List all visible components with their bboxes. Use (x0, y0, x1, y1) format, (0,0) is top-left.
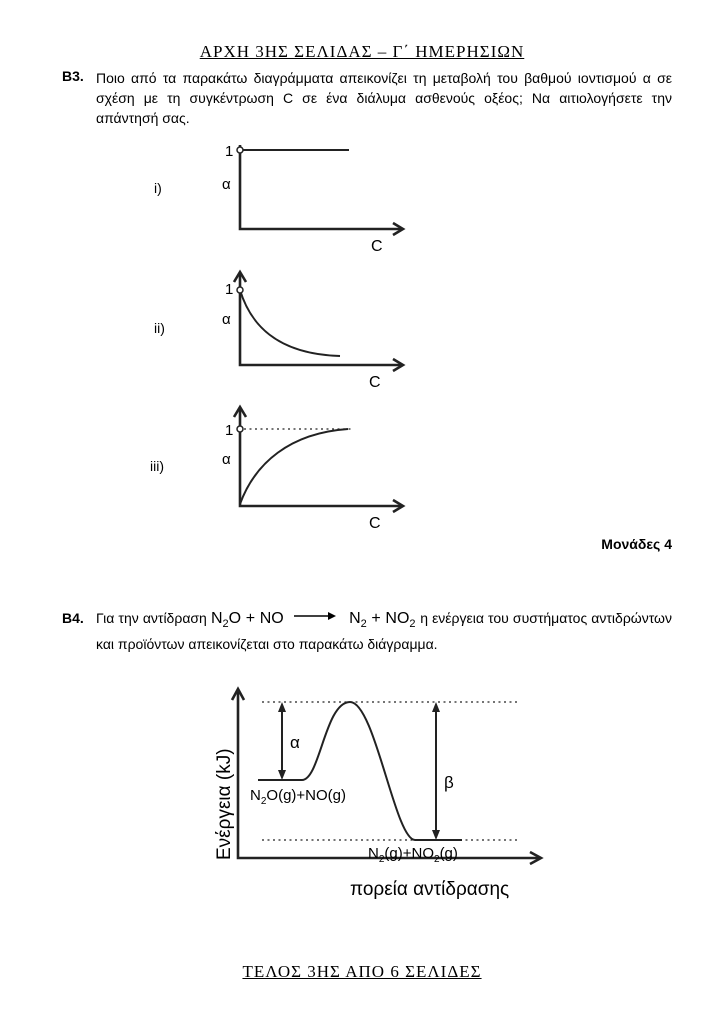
graph-iii-y-label: α (222, 451, 231, 468)
graph-i-x-label: C (371, 238, 383, 255)
b4-text-before: Για την αντίδραση (96, 610, 207, 626)
points-b3: Μονάδες 4 (601, 536, 672, 552)
graph-ii-y-tick: 1 (225, 281, 234, 298)
energy-profile-curve (302, 702, 462, 840)
question-b3-text: Ποιο από τα παρακάτω διαγράμματα απεικονίζει τη μεταβολή του βαθμού ιοντισμού α σε σχέση με τη συγκέντρωση C σε ένα διάλυμα ασθενούς οξέος; Να αιτιολογήσετε την απάντησή σας. (96, 70, 672, 126)
beta-arrow-head-bottom (432, 830, 440, 840)
graph-ii (205, 268, 405, 393)
graph-i-start-point (237, 147, 243, 153)
graph-ii-curve (240, 290, 340, 356)
graph-i-axes (240, 145, 403, 229)
graph-i-y-label: α (222, 176, 231, 193)
beta-label: β (444, 773, 454, 792)
graph-i (205, 135, 405, 255)
graph-iii-y-axis (240, 409, 403, 506)
graph-i-y-tick: 1 (225, 143, 234, 160)
graph-ii-x-label: C (369, 374, 381, 391)
page-header: ΑΡΧΗ 3ΗΣ ΣΕΛΙΔΑΣ – Γ΄ ΗΜΕΡΗΣΙΩΝ (199, 42, 525, 61)
question-b3-label: Β3. (62, 68, 84, 84)
beta-arrow-head-top (432, 702, 440, 712)
graph-iii-label: iii) (150, 458, 164, 474)
products-label: $N_2(g)+NO_2(g)$ (368, 845, 458, 865)
graph-iii-marker (237, 426, 243, 432)
question-b4-label: Β4. (62, 610, 84, 626)
graph-iii-x-label: C (369, 515, 381, 532)
reaction-equation: $N_2O$ + NO $N_2 + NO_2$ (210, 610, 416, 630)
graph-iii-y-tick: 1 (225, 422, 234, 439)
alpha-arrow-head-bottom (278, 770, 286, 780)
energy-x-label: πορεία αντίδρασης (350, 879, 510, 900)
graph-ii-start-point (237, 287, 243, 293)
graph-iii-curve (240, 429, 348, 504)
energy-y-label: Ενέργεια (kJ) (214, 748, 235, 860)
reactants-label: $N_2O(g)+NO(g)$ (250, 787, 346, 807)
page-footer: ΤΕΛΟΣ 3ΗΣ ΑΠΟ 6 ΣΕΛΙΔΕΣ (242, 962, 482, 981)
reaction-arrow (294, 611, 338, 621)
energy-diagram (200, 680, 560, 920)
graph-ii-label: ii) (154, 320, 165, 336)
alpha-arrow-head-top (278, 702, 286, 712)
graph-ii-y-label: α (222, 311, 231, 328)
question-b4-text (96, 608, 672, 654)
graph-ii-y-axis (240, 274, 403, 365)
alpha-label: α (290, 733, 300, 752)
graph-iii (205, 403, 405, 533)
graph-i-label: i) (154, 180, 162, 196)
b4-text-after: η ενέργεια του συστήματος αντιδρώντων και προϊόντων απεικονίζεται στο παρακάτω διάγραμμα. (96, 610, 672, 652)
